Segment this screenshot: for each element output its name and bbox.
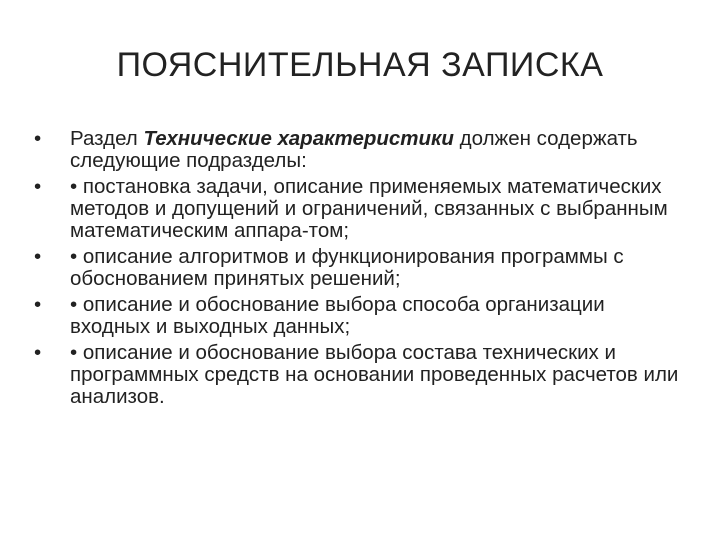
bullet-text-emphasis: Технические характеристики [143, 127, 454, 150]
bullet-text-pre: Раздел [70, 127, 144, 150]
bullet-dot-icon: • [34, 175, 42, 198]
bullet-item-1 [34, 128, 684, 172]
bullet-item-5 [34, 342, 684, 408]
bullet-dot-icon: • [34, 245, 42, 268]
bullet-text: • описание и обоснование выбора способа организации входных и выходных данных; [70, 293, 605, 338]
bullet-item-4 [34, 294, 684, 338]
bullet-text: • описание алгоритмов и функционирования программы с обоснованием принятых решений; [70, 245, 624, 290]
slide-title: ПОЯСНИТЕЛЬНАЯ ЗАПИСКА [116, 46, 604, 84]
bullet-dot-icon: • [34, 127, 42, 150]
bullet-item-2 [34, 176, 684, 242]
bullet-dot-icon: • [34, 341, 42, 364]
bullet-text: • постановка задачи, описание применяемых математических методов и допущений и ограничений, связанных с выбранным математическим аппара-том; [70, 175, 668, 242]
bullet-text: • описание и обоснование выбора состава технических и программных средств на основании проведенных расчетов или анализов. [70, 341, 679, 408]
bullet-dot-icon: • [34, 293, 42, 316]
bullet-list [34, 128, 684, 412]
bullet-item-3 [34, 246, 684, 290]
bullet-text-post: должен содержать следующие подразделы: [70, 127, 638, 172]
